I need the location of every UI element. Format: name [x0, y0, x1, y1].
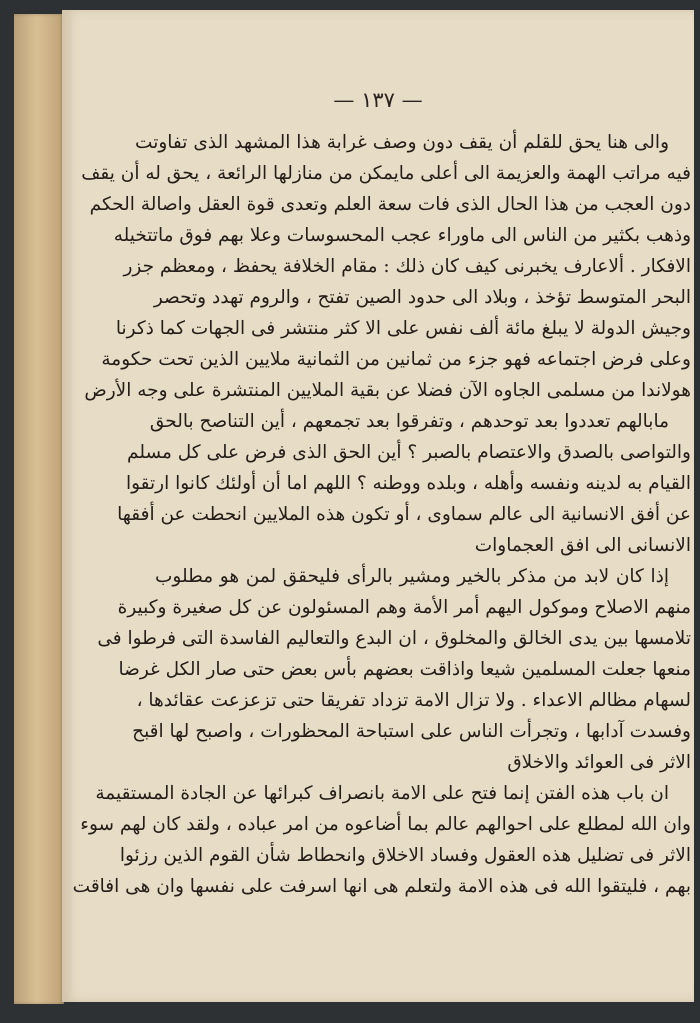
text-line: منهم الاصلاح وموكول اليهم أمر الأمة وهم المسئولون عن كل صغيرة وكبيرة [117, 597, 691, 618]
text-line: الافكار . ألاعارف يخبرنى كيف كان ذلك : مقام الخلافة يحفظ ، ومعظم جزر [123, 256, 691, 277]
text-line: وجيش الدولة لا يبلغ مائة ألف نفس على الا كثر منتشر فى الجهات كما ذكرنا [115, 318, 691, 339]
book-page [62, 10, 694, 1002]
text-line: والتواصى بالصدق والاعتصام بالصبر ؟ أين الحق الذى فرض على كل مسلم [127, 442, 691, 463]
text-line: مابالهم تعددوا بعد توحدهم ، وتفرقوا بعد تجمعهم ، أين التناصح بالحق [149, 411, 669, 432]
page-number: — ١٣٧ — [333, 88, 423, 112]
text-line: وعلى فرض اجتماعه فهو جزء من ثمانين من الثمانية ملايين الذين تحت حكومة [101, 349, 691, 370]
text-line: فيه مراتب الهمة والعزيمة الى أعلى مايمكن من منازلها الرائعة ، يحق له أن يقف [81, 163, 691, 184]
text-line: لسهام مظالم الاعداء . ولا تزال الامة تزداد تفريقا حتى تزعزعت عقائدها ، [136, 690, 691, 711]
text-line: القيام به لدينه ونفسه وأهله ، وبلده ووطنه ؟ اللهم اما أن أولئك كانوا ارتقوا [125, 473, 691, 494]
text-line: عن أفق الانسانية الى عالم سماوى ، أو تكون هذه الملايين انحطت عن أفقها [117, 504, 691, 525]
text-line: هولاندا من مسلمى الجاوه الآن فضلا عن بقية الملايين المنتشرة على وجه الأرض [84, 380, 691, 401]
text-line: والى هنا يحق للقلم أن يقف دون وصف غرابة هذا المشهد الذى تفاوتت [135, 132, 669, 153]
text-line: الاثر فى تضليل هذه العقول وفساد الاخلاق وانحطاط شأن القوم الذين رزئوا [119, 845, 691, 866]
text-line: الانسانى الى افق العجماوات [474, 535, 691, 556]
text-line: البحر المتوسط تؤخذ ، وبلاد الى حدود الصين تفتح ، والروم تهدد وتحصر [153, 287, 691, 308]
text-line: ان باب هذه الفتن إنما فتح على الامة بانصراف كبرائها عن الجادة المستقيمة [95, 783, 669, 804]
text-line: بهم ، فليتقوا الله فى هذه الامة ولتعلم هى انها اسرفت على نفسها وان هى افاقت [72, 876, 691, 897]
text-line: منعها جعلت المسلمين شيعا واذاقت بعضهم بأس بعض حتى صار الكل غرضا [118, 659, 691, 680]
text-line: وذهب بكثير من الناس الى ماوراء عجب المحسوسات وعلا بهم فوق ماتتخيله [113, 225, 691, 246]
page-edge-stack [14, 14, 64, 1004]
text-line: دون العجب من هذا الحال الذى فات سعة العلم وتعدى قوة العقل واصالة الحكم [89, 194, 691, 215]
text-line: تلامسها بين يدى الخالق والمخلوق ، ان البدع والتعاليم الفاسدة التى فرطوا فى [97, 628, 691, 649]
body-text [72, 127, 691, 902]
text-line: الاثر فى العوائد والاخلاق [507, 752, 691, 773]
text-line: إذا كان لابد من مذكر بالخير ومشير بالرأى فليحقق لمن هو مطلوب [155, 566, 669, 587]
text-line: وفسدت آدابها ، وتجرأت الناس على استباحة المحظورات ، واصبح لها اقبح [132, 721, 691, 742]
text-line: وان الله لمطلع على احوالهم عالم بما أضاعوه من امر عباده ، ولقد كان لهم سوء [80, 814, 691, 835]
